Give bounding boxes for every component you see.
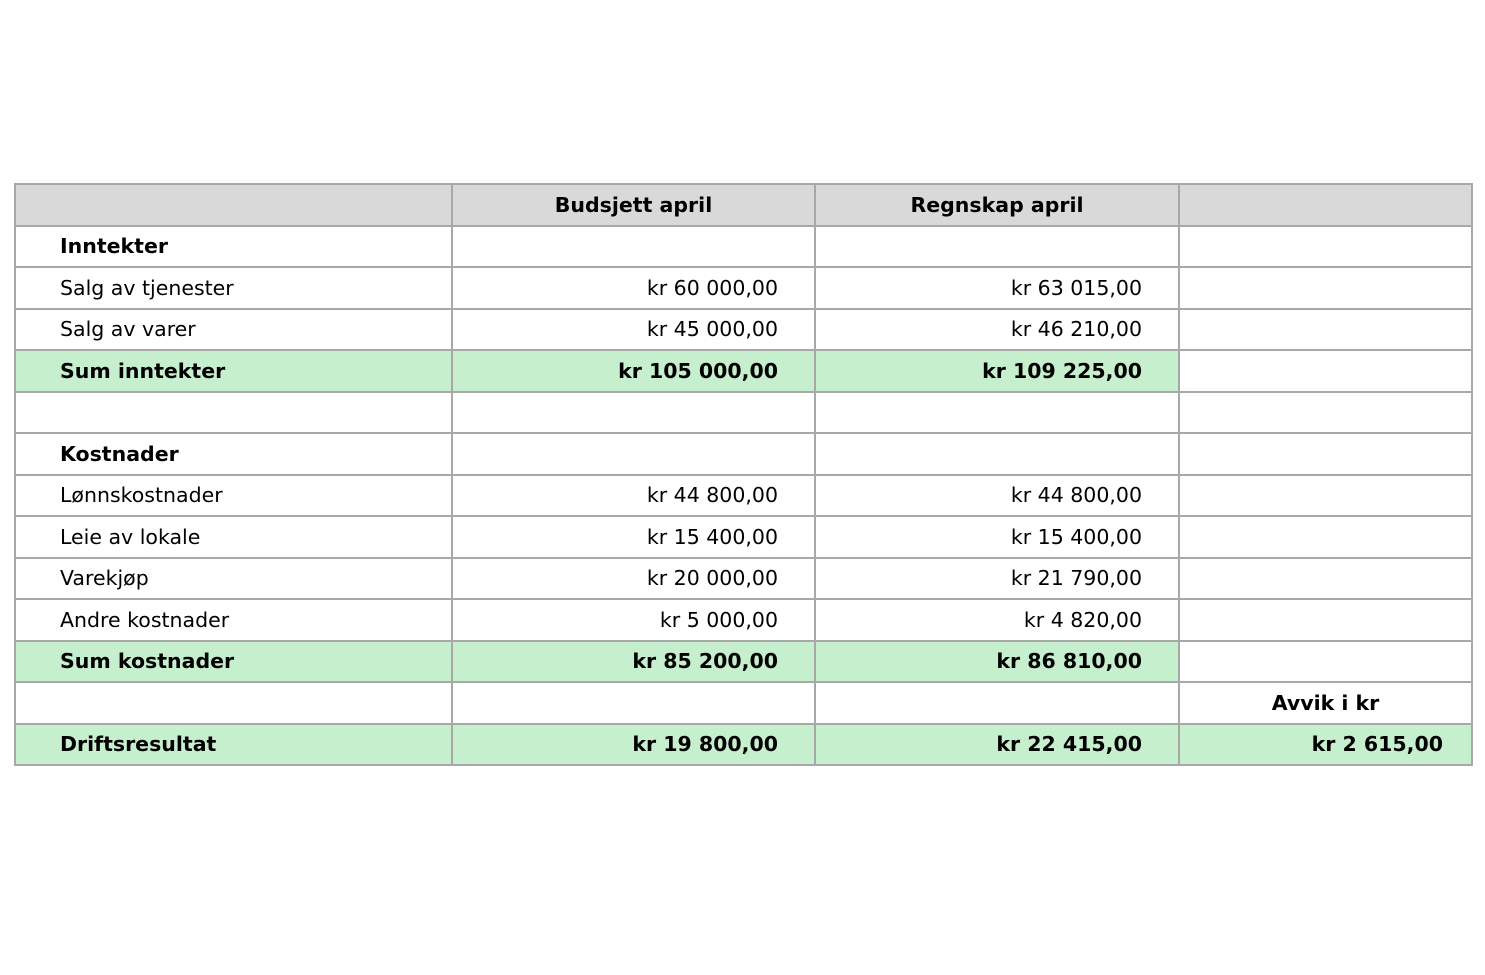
table-row xyxy=(15,558,1472,600)
budsjett-cell: kr 5 000,00 xyxy=(452,599,815,641)
avvik-cell xyxy=(1179,641,1472,683)
avvik-header-row xyxy=(15,682,1472,724)
regnskap-cell: kr 63 015,00 xyxy=(815,267,1179,309)
budsjett-cell: kr 15 400,00 xyxy=(452,516,815,558)
regnskap-cell: kr 4 820,00 xyxy=(815,599,1179,641)
avvik-cell xyxy=(1179,309,1472,351)
row-label: Salg av varer xyxy=(15,309,452,351)
row-label: Driftsresultat xyxy=(15,724,452,766)
row-label: Leie av lokale xyxy=(15,516,452,558)
budsjett-cell: kr 45 000,00 xyxy=(452,309,815,351)
regnskap-cell: kr 15 400,00 xyxy=(815,516,1179,558)
table-row xyxy=(15,516,1472,558)
header-cell-label xyxy=(15,184,452,226)
row-label xyxy=(15,682,452,724)
avvik-cell xyxy=(1179,350,1472,392)
budsjett-cell xyxy=(452,682,815,724)
budsjett-cell xyxy=(452,433,815,475)
section-row-inntekter xyxy=(15,226,1472,268)
header-cell-budsjett: Budsjett april xyxy=(452,184,815,226)
avvik-cell: kr 2 615,00 xyxy=(1179,724,1472,766)
sum-row-kostnader xyxy=(15,641,1472,683)
sum-row-inntekter xyxy=(15,350,1472,392)
regnskap-cell xyxy=(815,682,1179,724)
budsjett-cell: kr 60 000,00 xyxy=(452,267,815,309)
row-label: Salg av tjenester xyxy=(15,267,452,309)
avvik-cell xyxy=(1179,392,1472,434)
row-label xyxy=(15,392,452,434)
empty-row xyxy=(15,392,1472,434)
regnskap-cell xyxy=(815,433,1179,475)
section-row-kostnader xyxy=(15,433,1472,475)
budsjett-cell xyxy=(452,392,815,434)
regnskap-cell: kr 86 810,00 xyxy=(815,641,1179,683)
regnskap-cell: kr 21 790,00 xyxy=(815,558,1179,600)
header-cell-regnskap: Regnskap april xyxy=(815,184,1179,226)
regnskap-cell xyxy=(815,226,1179,268)
avvik-cell xyxy=(1179,433,1472,475)
row-label: Kostnader xyxy=(15,433,452,475)
header-row xyxy=(15,184,1472,226)
budsjett-cell: kr 44 800,00 xyxy=(452,475,815,517)
avvik-cell xyxy=(1179,267,1472,309)
header-cell-avvik xyxy=(1179,184,1472,226)
regnskap-cell: kr 44 800,00 xyxy=(815,475,1179,517)
row-label: Sum inntekter xyxy=(15,350,452,392)
row-label: Andre kostnader xyxy=(15,599,452,641)
regnskap-cell xyxy=(815,392,1179,434)
avvik-cell xyxy=(1179,516,1472,558)
row-label: Sum kostnader xyxy=(15,641,452,683)
budsjett-cell xyxy=(452,226,815,268)
table-row xyxy=(15,267,1472,309)
row-label: Inntekter xyxy=(15,226,452,268)
table-row xyxy=(15,475,1472,517)
budsjett-cell: kr 20 000,00 xyxy=(452,558,815,600)
avvik-cell xyxy=(1179,226,1472,268)
budget-table xyxy=(14,183,1473,766)
budsjett-cell: kr 19 800,00 xyxy=(452,724,815,766)
avvik-cell xyxy=(1179,599,1472,641)
avvik-label-cell: Avvik i kr xyxy=(1179,682,1472,724)
result-row-driftsresultat xyxy=(15,724,1472,766)
table-row xyxy=(15,309,1472,351)
budsjett-cell: kr 85 200,00 xyxy=(452,641,815,683)
regnskap-cell: kr 46 210,00 xyxy=(815,309,1179,351)
row-label: Varekjøp xyxy=(15,558,452,600)
budsjett-cell: kr 105 000,00 xyxy=(452,350,815,392)
regnskap-cell: kr 22 415,00 xyxy=(815,724,1179,766)
table-row xyxy=(15,599,1472,641)
row-label: Lønnskostnader xyxy=(15,475,452,517)
avvik-cell xyxy=(1179,475,1472,517)
avvik-cell xyxy=(1179,558,1472,600)
regnskap-cell: kr 109 225,00 xyxy=(815,350,1179,392)
